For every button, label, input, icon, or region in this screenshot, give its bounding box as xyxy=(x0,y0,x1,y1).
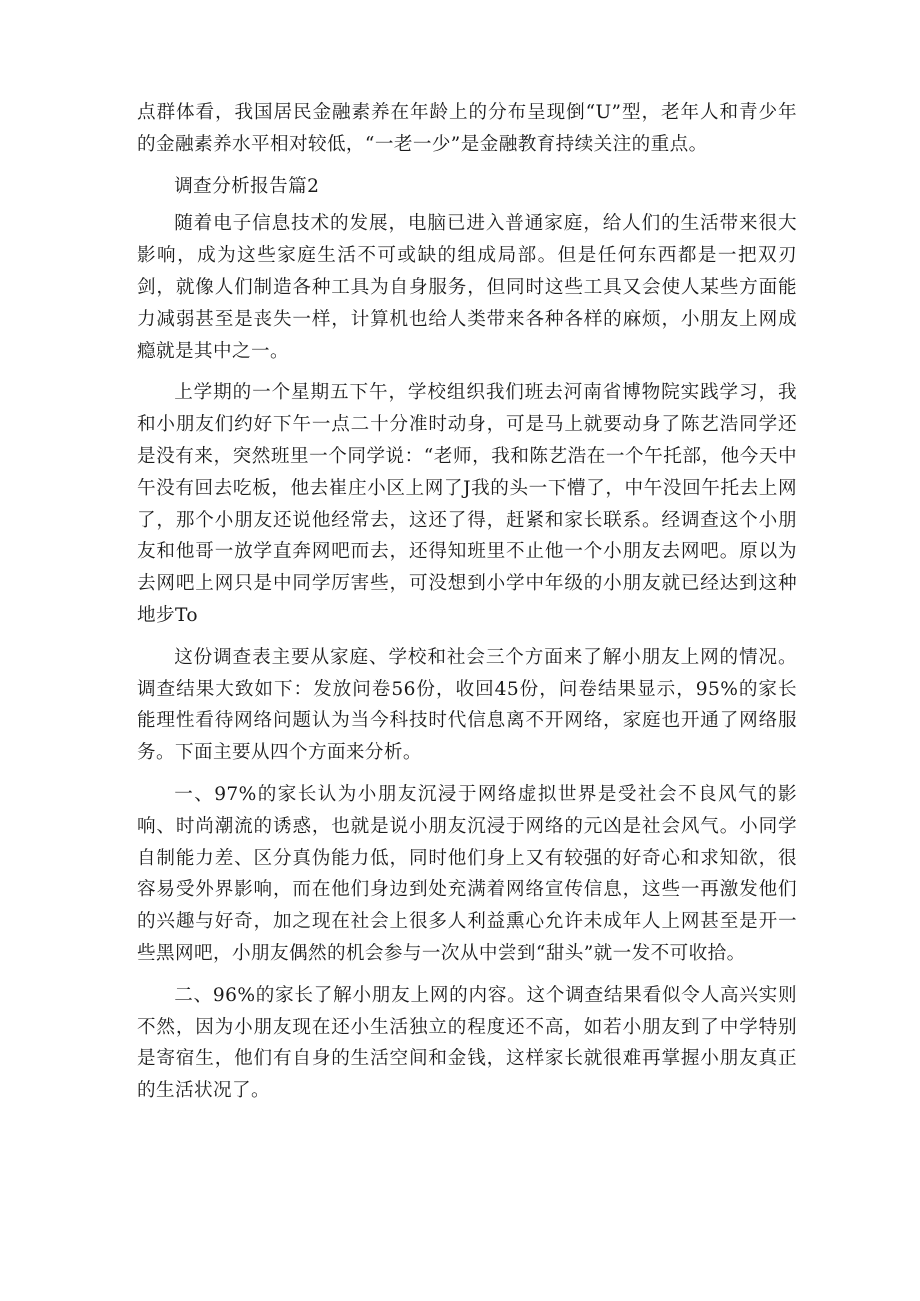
paragraph-analysis-point-2: 二、96%的家长了解小朋友上网的内容。这个调查结果看似令人高兴实则不然，因为小朋友现在还小生活独立的程度还不高，如若小朋友到了中学特别是寄宿生，他们有自身的生活空间和金钱，这样家长就很难再掌握小朋友真正的生活状况了。 xyxy=(137,984,797,1102)
document-body xyxy=(137,97,797,1117)
paragraph-analysis-point-1: 一、97%的家长认为小朋友沉浸于网络虚拟世界是受社会不良风气的影响、时尚潮流的诱惑，也就是说小朋友沉浸于网络的元凶是社会风气。小同学自制能力差、区分真伪能力低，同时他们身上又有较强的好奇心和求知欲，很容易受外界影响，而在他们身边到处充满着网络宣传信息，这些一再激发他们的兴趣与好奇，加之现在社会上很多人利益熏心允许未成年人上网甚至是开一些黑网吧，小朋友偶然的机会参与一次从中尝到“甜头”就一发不可收拾。 xyxy=(137,783,797,964)
paragraph-intro: 随着电子信息技术的发展，电脑已进入普通家庭，给人们的生活带来很大影响，成为这些家庭生活不可或缺的组成局部。但是任何东西都是一把双刃剑，就像人们制造各种工具为自身服务，但同时这些工具又会使人某些方面能力减弱甚至是丧失一样，计算机也给人类带来各种各样的麻烦，小朋友上网成瘾就是其中之一。 xyxy=(137,213,797,362)
paragraph-incident: 上学期的一个星期五下午，学校组织我们班去河南省博物院实践学习，我和小朋友们约好下午一点二十分准时动身，可是马上就要动身了陈艺浩同学还是没有来，突然班里一个同学说：“老师，我和陈艺浩在一个午托部，他今天中午没有回去吃板，他去崔庄小区上网了J我的头一下懵了，中午没回午托去上网了，那个小朋友还说他经常去，这还了得，赶紧和家长联系。经调查这个小朋友和他哥一放学直奔网吧而去，还得知班里不止他一个小朋友去网吧。原以为去网吧上网只是中同学厉害些，可没想到小学中年级的小朋友就已经达到这种地步To xyxy=(137,382,797,626)
section-heading: 调查分析报告篇2 xyxy=(174,175,320,197)
paragraph-survey-results: 这份调查表主要从家庭、学校和社会三个方面来了解小朋友上网的情况。调查结果大致如下：发放问卷56份，收回45份，问卷结果显示，95%的家长能理性看待网络问题认为当今科技时代信息离不开网络，家庭也开通了网络服务。下面主要从四个方面来分析。 xyxy=(137,646,797,764)
paragraph-continued-from-previous-page: 点群体看，我国居民金融素养在年龄上的分布呈现倒“U”型，老年人和青少年的金融素养水平相对较低，“一老一少”是金融教育持续关注的重点。 xyxy=(137,102,797,155)
